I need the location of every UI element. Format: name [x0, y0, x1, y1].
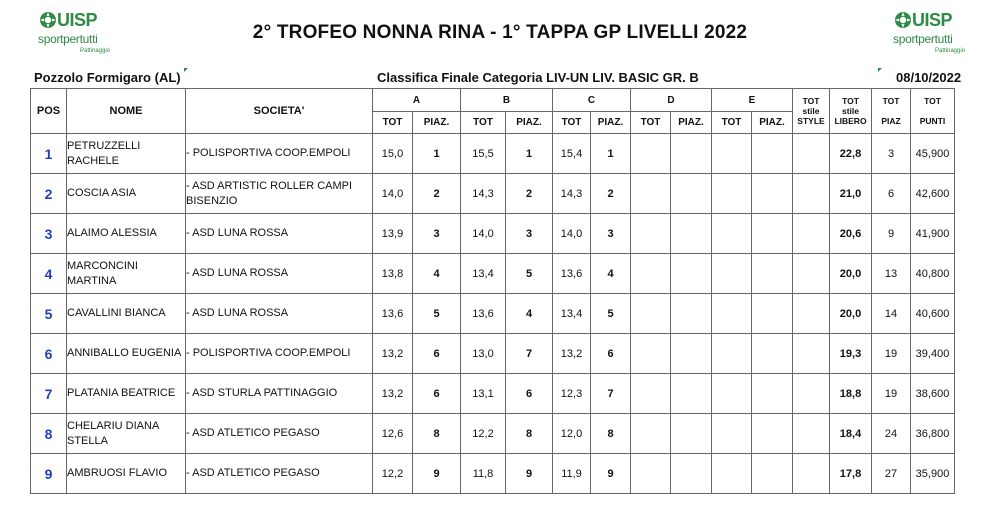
e-piaz-cell [752, 454, 793, 494]
venue-label: Pozzolo Formigaro (AL) [34, 70, 181, 85]
position-cell: 6 [31, 334, 67, 374]
e-piaz-cell [752, 374, 793, 414]
subheader-e-piaz: PIAZ. [752, 112, 793, 134]
a-tot-cell: 15,0 [373, 134, 413, 174]
table-row [31, 334, 955, 374]
e-tot-cell [712, 414, 752, 454]
b-piaz-cell: 6 [506, 374, 553, 414]
tot-libero-cell: 18,8 [830, 374, 872, 414]
tot-piaz-cell: 6 [872, 174, 911, 214]
tot-piaz-cell: 3 [872, 134, 911, 174]
subheader-b-tot: TOT [461, 112, 506, 134]
d-tot-cell [631, 374, 671, 414]
club-cell: - ASD LUNA ROSSA [186, 214, 373, 254]
d-piaz-cell [671, 334, 712, 374]
a-piaz-cell: 8 [413, 414, 461, 454]
b-tot-cell: 14,3 [461, 174, 506, 214]
b-piaz-cell: 4 [506, 294, 553, 334]
table-row [31, 134, 955, 174]
results-body [31, 134, 955, 494]
athlete-name-cell: CHELARIU DIANA STELLA [67, 414, 186, 454]
cell-marker [184, 68, 188, 72]
a-tot-cell: 14,0 [373, 174, 413, 214]
c-tot-cell: 14,0 [553, 214, 591, 254]
d-piaz-cell [671, 134, 712, 174]
header-tot-libero: TOT stile LIBERO [830, 89, 872, 134]
e-tot-cell [712, 374, 752, 414]
b-piaz-cell: 7 [506, 334, 553, 374]
athlete-name-cell: ANNIBALLO EUGENIA [67, 334, 186, 374]
b-piaz-cell: 3 [506, 214, 553, 254]
subheader-b-piaz: PIAZ. [506, 112, 553, 134]
d-piaz-cell [671, 374, 712, 414]
c-piaz-cell: 5 [591, 294, 631, 334]
athlete-name-cell: AMBRUOSI FLAVIO [67, 454, 186, 494]
tot-libero-cell: 18,4 [830, 414, 872, 454]
c-tot-cell: 11,9 [553, 454, 591, 494]
tot-libero-cell: 20,0 [830, 254, 872, 294]
tot-style-cell [793, 254, 830, 294]
c-piaz-cell: 9 [591, 454, 631, 494]
b-tot-cell: 13,6 [461, 294, 506, 334]
tot-punti-cell: 38,600 [911, 374, 955, 414]
table-row [31, 254, 955, 294]
c-piaz-cell: 8 [591, 414, 631, 454]
tot-style-cell [793, 414, 830, 454]
d-piaz-cell [671, 454, 712, 494]
table-row [31, 414, 955, 454]
tot-libero-cell: 21,0 [830, 174, 872, 214]
tot-piaz-cell: 9 [872, 214, 911, 254]
tot-libero-cell: 20,0 [830, 294, 872, 334]
a-piaz-cell: 6 [413, 334, 461, 374]
c-tot-cell: 13,6 [553, 254, 591, 294]
club-cell: - ASD ATLETICO PEGASO [186, 414, 373, 454]
c-tot-cell: 15,4 [553, 134, 591, 174]
a-tot-cell: 13,2 [373, 334, 413, 374]
b-piaz-cell: 5 [506, 254, 553, 294]
c-tot-cell: 12,3 [553, 374, 591, 414]
tot-style-cell [793, 374, 830, 414]
tot-punti-cell: 40,800 [911, 254, 955, 294]
results-table [30, 88, 955, 494]
table-header-row [31, 89, 955, 112]
a-piaz-cell: 3 [413, 214, 461, 254]
e-piaz-cell [752, 294, 793, 334]
tot-punti-cell: 41,900 [911, 214, 955, 254]
a-piaz-cell: 6 [413, 374, 461, 414]
b-tot-cell: 13,1 [461, 374, 506, 414]
subheader-a-piaz: PIAZ. [413, 112, 461, 134]
b-tot-cell: 13,0 [461, 334, 506, 374]
d-tot-cell [631, 134, 671, 174]
d-tot-cell [631, 454, 671, 494]
logo-subtitle: sportpertutti [38, 32, 98, 46]
d-piaz-cell [671, 414, 712, 454]
subheader-e-tot: TOT [712, 112, 752, 134]
header-group-e: E [712, 89, 793, 112]
e-tot-cell [712, 334, 752, 374]
table-row [31, 454, 955, 494]
position-cell: 9 [31, 454, 67, 494]
header-group-c: C [553, 89, 631, 112]
c-piaz-cell: 4 [591, 254, 631, 294]
athlete-name-cell: COSCIA ASIA [67, 174, 186, 214]
tot-piaz-cell: 14 [872, 294, 911, 334]
header-tot-piaz: TOT PIAZ [872, 89, 911, 134]
e-piaz-cell [752, 254, 793, 294]
c-tot-cell: 12,0 [553, 414, 591, 454]
tot-punti-cell: 36,800 [911, 414, 955, 454]
athlete-name-cell: ALAIMO ALESSIA [67, 214, 186, 254]
d-piaz-cell [671, 214, 712, 254]
athlete-name-cell: PETRUZZELLI RACHELE [67, 134, 186, 174]
tot-style-cell [793, 294, 830, 334]
tot-libero-cell: 19,3 [830, 334, 872, 374]
a-piaz-cell: 2 [413, 174, 461, 214]
table-row [31, 214, 955, 254]
tot-punti-cell: 40,600 [911, 294, 955, 334]
c-piaz-cell: 3 [591, 214, 631, 254]
cell-marker [878, 68, 882, 72]
tot-piaz-cell: 19 [872, 334, 911, 374]
a-piaz-cell: 1 [413, 134, 461, 174]
header-nome: NOME [67, 89, 186, 134]
club-cell: - ASD LUNA ROSSA [186, 294, 373, 334]
position-cell: 3 [31, 214, 67, 254]
e-tot-cell [712, 254, 752, 294]
header-group-a: A [373, 89, 461, 112]
c-piaz-cell: 1 [591, 134, 631, 174]
club-cell: - POLISPORTIVA COOP.EMPOLI [186, 334, 373, 374]
a-tot-cell: 13,2 [373, 374, 413, 414]
logo-brand: UISP [912, 10, 953, 30]
b-tot-cell: 13,4 [461, 254, 506, 294]
d-tot-cell [631, 294, 671, 334]
logo-brand: UISP [57, 10, 98, 30]
athlete-name-cell: PLATANIA BEATRICE [67, 374, 186, 414]
d-tot-cell [631, 174, 671, 214]
a-piaz-cell: 9 [413, 454, 461, 494]
a-tot-cell: 13,8 [373, 254, 413, 294]
d-tot-cell [631, 414, 671, 454]
category-label: Classifica Finale Categoria LIV-UN LIV. BASIC GR. B [377, 70, 699, 85]
subheader-a-tot: TOT [373, 112, 413, 134]
tot-style-cell [793, 334, 830, 374]
a-tot-cell: 13,6 [373, 294, 413, 334]
club-cell: - ASD STURLA PATTINAGGIO [186, 374, 373, 414]
tot-punti-cell: 39,400 [911, 334, 955, 374]
header-societa: SOCIETA' [186, 89, 373, 134]
table-row [31, 294, 955, 334]
subheader-c-tot: TOT [553, 112, 591, 134]
header-group-b: B [461, 89, 553, 112]
tot-piaz-cell: 27 [872, 454, 911, 494]
header-pos: POS [31, 89, 67, 134]
a-tot-cell: 12,2 [373, 454, 413, 494]
e-tot-cell [712, 454, 752, 494]
club-cell: - ASD LUNA ROSSA [186, 254, 373, 294]
e-tot-cell [712, 174, 752, 214]
subheader-d-piaz: PIAZ. [671, 112, 712, 134]
d-tot-cell [631, 214, 671, 254]
tot-style-cell [793, 454, 830, 494]
tot-punti-cell: 42,600 [911, 174, 955, 214]
athlete-name-cell: MARCONCINI MARTINA [67, 254, 186, 294]
b-piaz-cell: 9 [506, 454, 553, 494]
header-group-d: D [631, 89, 712, 112]
club-cell: - ASD ATLETICO PEGASO [186, 454, 373, 494]
e-tot-cell [712, 134, 752, 174]
tot-libero-cell: 17,8 [830, 454, 872, 494]
tot-piaz-cell: 24 [872, 414, 911, 454]
club-cell: - ASD ARTISTIC ROLLER CAMPI BISENZIO [186, 174, 373, 214]
subheader-c-piaz: PIAZ. [591, 112, 631, 134]
tot-punti-cell: 45,900 [911, 134, 955, 174]
d-piaz-cell [671, 174, 712, 214]
club-cell: - POLISPORTIVA COOP.EMPOLI [186, 134, 373, 174]
page-title: 2° TROFEO NONNA RINA - 1° TAPPA GP LIVELLI 2022 [252, 22, 748, 43]
c-piaz-cell: 6 [591, 334, 631, 374]
a-tot-cell: 13,9 [373, 214, 413, 254]
tot-style-cell [793, 214, 830, 254]
position-cell: 5 [31, 294, 67, 334]
position-cell: 8 [31, 414, 67, 454]
tot-libero-cell: 20,6 [830, 214, 872, 254]
position-cell: 2 [31, 174, 67, 214]
position-cell: 7 [31, 374, 67, 414]
d-piaz-cell [671, 254, 712, 294]
c-tot-cell: 13,4 [553, 294, 591, 334]
e-tot-cell [712, 214, 752, 254]
c-tot-cell: 13,2 [553, 334, 591, 374]
c-piaz-cell: 7 [591, 374, 631, 414]
b-tot-cell: 14,0 [461, 214, 506, 254]
b-piaz-cell: 2 [506, 174, 553, 214]
e-piaz-cell [752, 414, 793, 454]
tot-style-cell [793, 134, 830, 174]
a-tot-cell: 12,6 [373, 414, 413, 454]
b-tot-cell: 11,8 [461, 454, 506, 494]
a-piaz-cell: 4 [413, 254, 461, 294]
position-cell: 1 [31, 134, 67, 174]
tot-style-cell [793, 174, 830, 214]
tot-piaz-cell: 13 [872, 254, 911, 294]
c-piaz-cell: 2 [591, 174, 631, 214]
b-tot-cell: 15,5 [461, 134, 506, 174]
position-cell: 4 [31, 254, 67, 294]
athlete-name-cell: CAVALLINI BIANCA [67, 294, 186, 334]
b-tot-cell: 12,2 [461, 414, 506, 454]
table-row [31, 374, 955, 414]
e-piaz-cell [752, 214, 793, 254]
a-piaz-cell: 5 [413, 294, 461, 334]
b-piaz-cell: 1 [506, 134, 553, 174]
d-tot-cell [631, 254, 671, 294]
logo-tagline: Pattinaggio [935, 48, 966, 54]
tot-libero-cell: 22,8 [830, 134, 872, 174]
e-piaz-cell [752, 134, 793, 174]
e-piaz-cell [752, 174, 793, 214]
header-tot-punti: TOT PUNTI [911, 89, 955, 134]
d-tot-cell [631, 334, 671, 374]
header-tot-style: TOT stile STYLE [793, 89, 830, 134]
date-label: 08/10/2022 [896, 70, 962, 85]
subheader-d-tot: TOT [631, 112, 671, 134]
tot-piaz-cell: 19 [872, 374, 911, 414]
logo-subtitle: sportpertutti [893, 32, 953, 46]
d-piaz-cell [671, 294, 712, 334]
tot-punti-cell: 35,900 [911, 454, 955, 494]
e-piaz-cell [752, 334, 793, 374]
logo-tagline: Pattinaggio [80, 48, 111, 54]
table-row [31, 174, 955, 214]
e-tot-cell [712, 294, 752, 334]
b-piaz-cell: 8 [506, 414, 553, 454]
c-tot-cell: 14,3 [553, 174, 591, 214]
